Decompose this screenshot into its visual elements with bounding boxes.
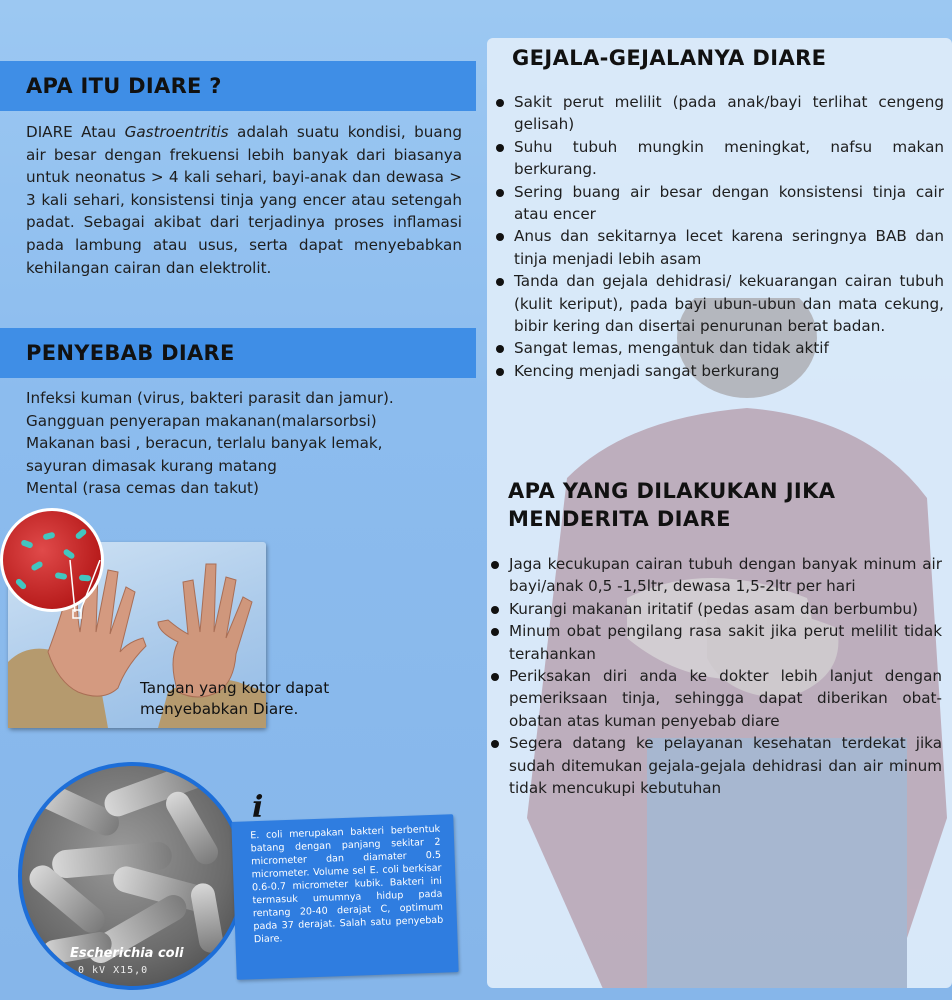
symptom-item: Anus dan sekitarnya lecet karena seringnya BAB dan tinja menjadi lebih asam — [492, 225, 944, 270]
info-icon: i — [252, 790, 264, 825]
right-panel — [487, 38, 952, 988]
cause-item: sayuran dimasak kurang matang — [26, 456, 277, 475]
intro-text-b: adalah suatu kondisi, buang air besar dengan frekuensi lebih banyak dari biasanya untuk neonatus > 4 kali sehari, bayi-anak dan dewasa > 3 kali sehari, konsistensi tinja yang encer atau setengah padat. Sebagai akibat dari terjadinya proses inflamasi pada lambung atau usus, serta dapat menyebabkan kehilangan cairan dan elektrolit. — [26, 123, 462, 277]
treatment-list — [487, 553, 942, 799]
symptom-item: Suhu tubuh mungkin meningkat, nafsu makan berkurang. — [492, 136, 944, 181]
cause-item: Mental (rasa cemas dan takut) — [26, 479, 259, 498]
section-title-penanganan-1: APA YANG DILAKUKAN JIKA — [508, 479, 836, 503]
symptoms-list — [492, 91, 944, 382]
cause-item: Infeksi kuman (virus, bakteri parasit dan jamur). — [26, 389, 394, 407]
treatment-item: Kurangi makanan iritatif (pedas asam dan berbumbu) — [487, 598, 942, 620]
magnifier-pointer-lines — [60, 560, 120, 620]
symptom-item: Sakit perut melilit (pada anak/bayi terlihat cengeng gelisah) — [492, 91, 944, 136]
intro-text-a: DIARE Atau — [26, 123, 125, 141]
causes-list — [26, 387, 466, 500]
section-band-penyebab — [0, 328, 476, 378]
section-title-penanganan-2: MENDERITA DIARE — [508, 507, 731, 531]
symptom-item: Kencing menjadi sangat berkurang — [492, 360, 944, 382]
treatment-item: Jaga kecukupan cairan tubuh dengan banyak minum air bayi/anak 0,5 -1,5ltr, dewasa 1,5-2ltr per hari — [487, 553, 942, 598]
intro-text-italic: Gastroentritis — [124, 123, 229, 141]
ecoli-info-text: E. coli merupakan bakteri berbentuk batang dengan panjang sekitar 2 micrometer dan diamater 0.5 micrometer. Volume sel E. coli berkisar 0.6-0.7 micrometer kubik. Bakteri ini termasuk umumnya hidup pada rentang 20-40 derajat C, optimum pada 37 derajat. Salah satu penyebab Diare. — [250, 823, 444, 946]
section-band-apa-itu — [0, 61, 476, 111]
section-title-gejala: GEJALA-GEJALANYA DIARE — [512, 46, 827, 70]
treatment-item: Segera datang ke pelayanan kesehatan terdekat jika sudah ditemukan gejala-gejala dehidrasi dan air minum tidak mencukupi kebutuhan — [487, 732, 942, 799]
microscope-readout: 0 kV X15,0 — [78, 965, 149, 976]
section-title-apa-itu: APA ITU DIARE ? — [26, 74, 222, 98]
intro-paragraph — [26, 121, 462, 279]
symptom-item: Tanda dan gejala dehidrasi/ kekuarangan cairan tubuh (kulit keriput), pada bayi ubun-ubun dan mata cekung, bibir kering dan disertai penurunan berat badan. — [492, 270, 944, 337]
cause-item: Gangguan penyerapan makanan(malarsorbsi) — [26, 411, 377, 430]
hands-caption: Tangan yang kotor dapat menyebabkan Diare. — [140, 679, 330, 718]
cause-item: Makanan basi , beracun, terlalu banyak lemak, — [26, 434, 383, 453]
section-title-penyebab: PENYEBAB DIARE — [26, 341, 235, 365]
treatment-item: Periksakan diri anda ke dokter lebih lanjut dengan pemeriksaan tinja, sehingga dapat diberikan obat-obatan atas kuman penyebab diare — [487, 665, 942, 732]
symptom-item: Sangat lemas, mengantuk dan tidak aktif — [492, 337, 944, 359]
symptom-item: Sering buang air besar dengan konsistensi tinja cair atau encer — [492, 181, 944, 226]
treatment-item: Minum obat pengilang rasa sakit jika perut melilit tidak terahankan — [487, 620, 942, 665]
ecoli-label: Escherichia coli — [70, 946, 184, 961]
